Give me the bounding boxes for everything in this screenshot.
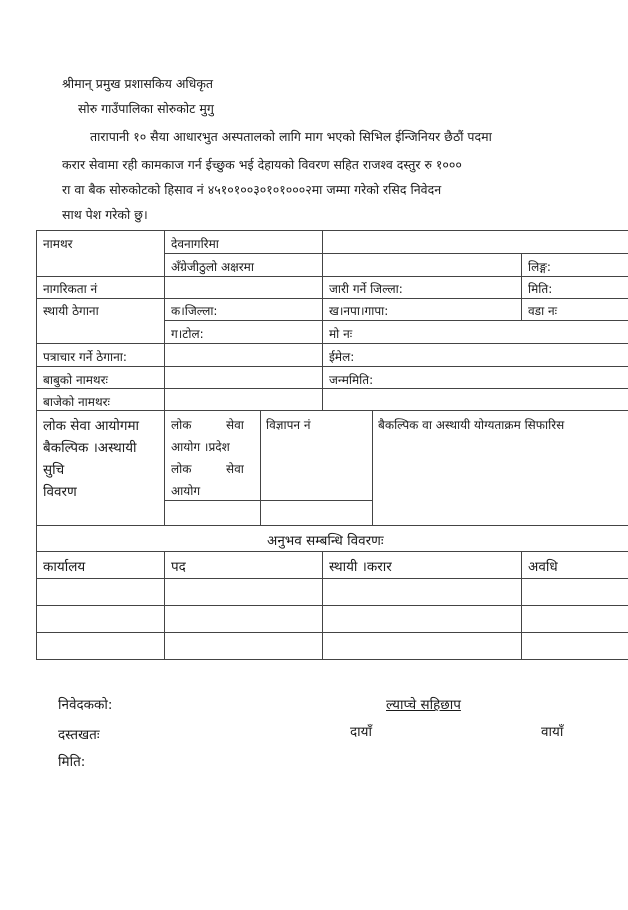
tole-label: ग।टोल: xyxy=(171,327,204,341)
psc-cell-text: लोक xyxy=(171,462,192,476)
psc-label-2: बैकल्पिक ।अस्थायी xyxy=(43,440,137,456)
left-thumb-label: वायाँ xyxy=(541,724,564,740)
right-thumb-label: दायाँ xyxy=(350,724,372,740)
exp-header-duration: अवधि xyxy=(528,559,558,575)
table-divider xyxy=(260,410,261,525)
gender-label: लिङ्ग: xyxy=(528,260,551,274)
permanent-address-label: स्थायी ठेगाना xyxy=(43,304,99,318)
exp-header-post: पद xyxy=(171,559,186,575)
recommendation-label: बैकल्पिक वा अस्थायी योग्यताक्रम सिफारिस xyxy=(378,418,565,432)
district-label: क।जिल्ला: xyxy=(171,304,218,318)
advert-no-label: विज्ञापन नं xyxy=(266,418,311,432)
table-divider xyxy=(164,253,628,254)
table-divider xyxy=(164,230,165,525)
table-divider xyxy=(36,551,628,552)
citizenship-label: नागरिकता नं xyxy=(43,282,98,296)
intro-line-3: रा वा बैक सोरुकोटको हिसाव नं ४५१०१००३०१०१०००२मा जम्मा गरेको रसिद निवेदन xyxy=(62,182,442,197)
name-label: नामथर xyxy=(43,237,73,251)
grandfather-name-label: बाजेको नामथरः xyxy=(43,395,110,409)
intro-line-4: साथ पेश गरेको छु। xyxy=(62,207,148,222)
applicant-label: निवेदकको: xyxy=(58,697,113,713)
postal-address-label: पत्राचार गर्ने ठेगाना: xyxy=(43,350,127,364)
table-divider xyxy=(164,320,628,321)
addressee: श्रीमान् प्रमुख प्रशासकिय अधिकृत xyxy=(62,76,214,91)
intro-line-1: तारापानी १० सैया आधारभुत अस्पतालको लागि माग भएको सिभिल ईन्जिनियर छैठौं पदमा xyxy=(90,129,492,144)
table-divider xyxy=(36,410,628,411)
english-label: अँग्रेजीठुलो अक्षरमा xyxy=(171,260,254,274)
fingerprint-label: ल्याप्चे सहिछाप xyxy=(386,697,461,713)
table-divider xyxy=(36,388,628,389)
table-divider xyxy=(36,298,628,299)
dob-label: जन्ममिति: xyxy=(329,373,374,387)
table-border xyxy=(36,230,37,659)
table-divider xyxy=(36,578,628,579)
table-divider xyxy=(164,551,165,659)
table-divider xyxy=(372,410,373,525)
table-border xyxy=(36,230,628,231)
issue-date-label: मिति: xyxy=(528,282,553,296)
psc-cell-text: आयोग ।प्रदेश xyxy=(171,440,230,454)
table-divider xyxy=(521,551,522,659)
father-name-label: बाबुको नामथरः xyxy=(43,373,108,387)
psc-label-3: सुचि xyxy=(43,462,65,478)
table-divider xyxy=(36,605,628,606)
signature-label: दस्तखतः xyxy=(58,727,100,743)
municipality-label: ख।नपा।गापा: xyxy=(329,304,389,318)
table-divider xyxy=(36,343,628,344)
psc-cell-text: आयोग xyxy=(171,484,201,498)
table-divider xyxy=(36,525,628,526)
psc-label-1: लोक सेवा आयोगमा xyxy=(43,418,140,434)
psc-cell-text: सेवा xyxy=(226,462,244,476)
mobile-label: मो नः xyxy=(329,327,353,341)
exp-header-type: स्थायी ।करार xyxy=(329,559,392,575)
table-border xyxy=(36,659,628,660)
table-divider xyxy=(322,551,323,659)
devanagari-label: देवनागरिमा xyxy=(171,237,219,251)
table-divider xyxy=(36,366,628,367)
experience-title: अनुभव सम्बन्धि विवरणः xyxy=(267,533,384,549)
intro-line-2: करार सेवामा रही कामकाज गर्न ईच्छुक भई देहायको विवरण सहित राजश्व दस्तुर रु १००० xyxy=(62,157,462,172)
issued-district-label: जारी गर्ने जिल्ला: xyxy=(329,282,403,296)
office-name: सोरु गाउँपालिका सोरुकोट मुगु xyxy=(78,101,214,116)
table-divider xyxy=(36,632,628,633)
table-divider xyxy=(521,253,522,320)
table-divider xyxy=(164,500,372,501)
table-divider xyxy=(322,230,323,410)
footer-date-label: मिति: xyxy=(58,754,86,770)
exp-header-office: कार्यालय xyxy=(43,559,86,575)
psc-label-4: विवरण xyxy=(43,484,77,500)
psc-cell-text: लोक xyxy=(171,418,192,432)
psc-cell-text: सेवा xyxy=(226,418,244,432)
ward-label: वडा नः xyxy=(528,304,558,318)
email-label: ईमेल: xyxy=(329,350,355,364)
table-divider xyxy=(36,276,628,277)
